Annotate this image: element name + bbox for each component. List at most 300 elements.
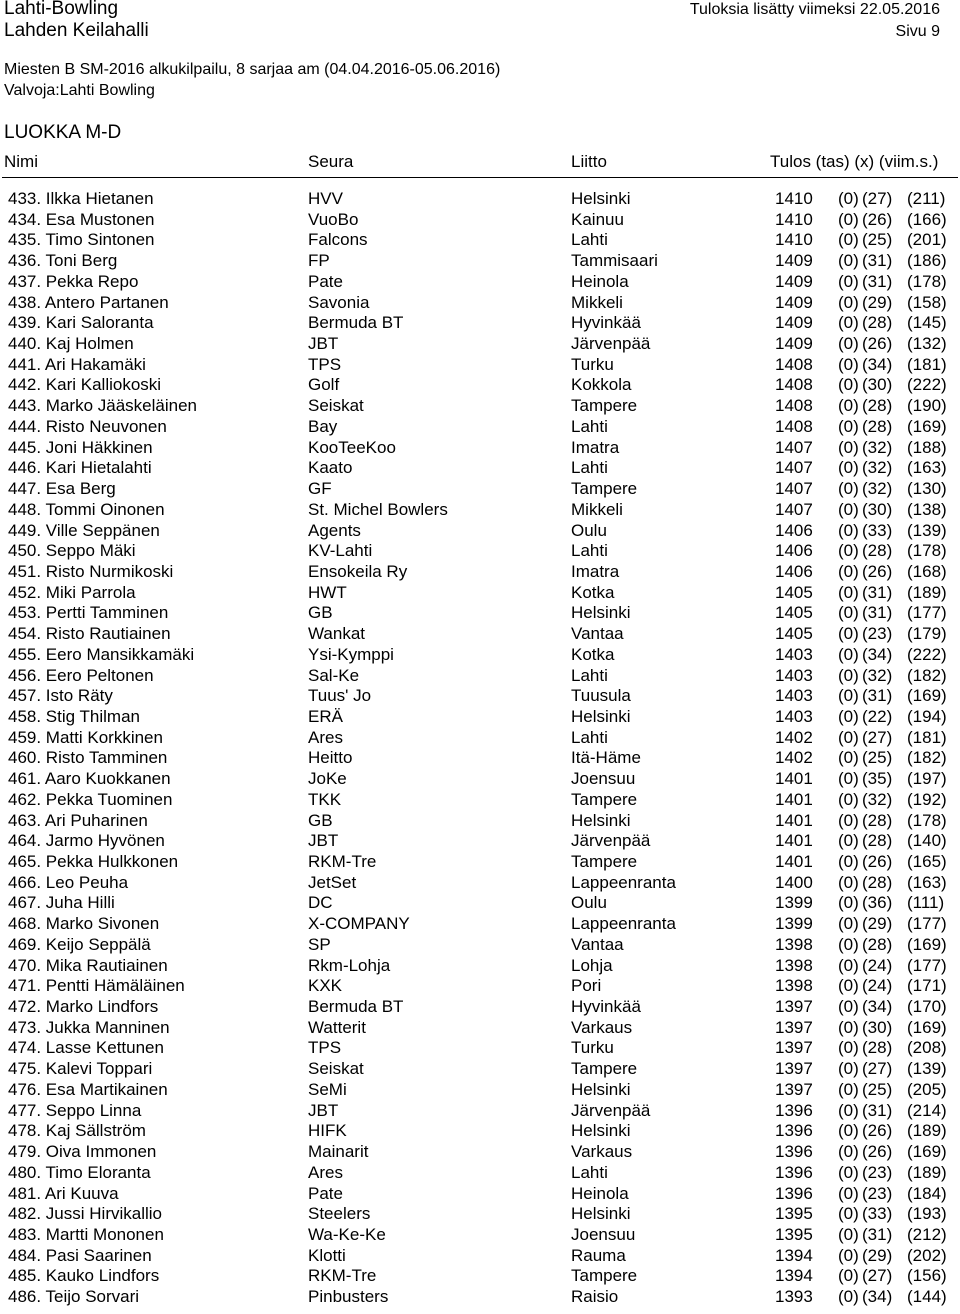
player-last-series: (177) <box>907 603 947 623</box>
player-strikes: (31) <box>862 603 893 623</box>
player-league: Lahti <box>571 1162 608 1182</box>
player-last-series: (156) <box>907 1266 947 1286</box>
player-last-series: (177) <box>907 914 947 934</box>
player-score: 1403 <box>775 665 813 685</box>
player-name: 459. Matti Korkkinen <box>8 727 163 747</box>
player-score: 1410 <box>775 209 813 229</box>
player-league: Oulu <box>571 893 607 913</box>
player-handicap: (0) <box>838 872 859 892</box>
player-score: 1405 <box>775 624 813 644</box>
player-name: 484. Pasi Saarinen <box>8 1245 152 1265</box>
table-row <box>0 1018 960 1039</box>
player-club: HIFK <box>308 1121 347 1141</box>
player-handicap: (0) <box>838 1142 859 1162</box>
player-club: Heitto <box>308 748 353 768</box>
player-name: 453. Pertti Tamminen <box>8 603 169 623</box>
col-result: Tulos (tas) (x) (viim.s.) <box>770 152 939 171</box>
player-league: Kainuu <box>571 209 624 229</box>
player-club: JBT <box>308 1100 339 1120</box>
player-handicap: (0) <box>838 624 859 644</box>
player-strikes: (22) <box>862 706 893 726</box>
player-club: Falcons <box>308 230 368 250</box>
table-row <box>0 396 960 417</box>
player-club: Pate <box>308 271 343 291</box>
player-strikes: (31) <box>862 1224 893 1244</box>
player-strikes: (31) <box>862 251 893 271</box>
player-last-series: (222) <box>907 644 947 664</box>
player-handicap: (0) <box>838 831 859 851</box>
player-last-series: (177) <box>907 955 947 975</box>
player-name: 468. Marko Sivonen <box>8 914 160 934</box>
table-row <box>0 852 960 873</box>
player-handicap: (0) <box>838 375 859 395</box>
player-strikes: (30) <box>862 499 893 519</box>
player-handicap: (0) <box>838 209 859 229</box>
player-strikes: (32) <box>862 458 893 478</box>
player-last-series: (178) <box>907 810 947 830</box>
player-league: Varkaus <box>571 1142 633 1162</box>
player-club: Ares <box>308 727 343 747</box>
player-league: Helsinki <box>571 1121 631 1141</box>
player-club: GB <box>308 603 333 623</box>
player-name: 442. Kari Kalliokoski <box>8 375 162 395</box>
player-name: 448. Tommi Oinonen <box>8 499 165 519</box>
player-strikes: (26) <box>862 209 893 229</box>
player-club: KXK <box>308 976 343 996</box>
player-name: 436. Toni Berg <box>8 251 118 271</box>
player-club: Wa-Ke-Ke <box>308 1224 386 1244</box>
player-club: Watterit <box>308 1017 366 1037</box>
player-name: 457. Isto Räty <box>8 686 113 706</box>
player-league: Varkaus <box>571 1017 633 1037</box>
player-handicap: (0) <box>838 810 859 830</box>
player-handicap: (0) <box>838 541 859 561</box>
player-last-series: (178) <box>907 541 947 561</box>
player-club: Steelers <box>308 1204 371 1224</box>
player-score: 1397 <box>775 1059 813 1079</box>
player-league: Imatra <box>571 437 620 457</box>
player-handicap: (0) <box>838 1162 859 1182</box>
player-league: Rauma <box>571 1245 626 1265</box>
player-club: Wankat <box>308 624 366 644</box>
player-name: 478. Kaj Sällström <box>8 1121 146 1141</box>
player-league: Heinola <box>571 271 629 291</box>
table-row <box>0 583 960 604</box>
player-score: 1409 <box>775 271 813 291</box>
player-last-series: (179) <box>907 624 947 644</box>
player-league: Lahti <box>571 665 608 685</box>
player-league: Joensuu <box>571 769 636 789</box>
player-last-series: (171) <box>907 976 947 996</box>
player-handicap: (0) <box>838 748 859 768</box>
player-club: ERÄ <box>308 706 343 726</box>
player-handicap: (0) <box>838 1266 859 1286</box>
player-name: 444. Risto Neuvonen <box>8 416 167 436</box>
player-handicap: (0) <box>838 644 859 664</box>
player-handicap: (0) <box>838 520 859 540</box>
player-strikes: (28) <box>862 313 893 333</box>
table-row <box>0 334 960 355</box>
player-last-series: (212) <box>907 1224 947 1244</box>
player-strikes: (35) <box>862 769 893 789</box>
table-row <box>0 748 960 769</box>
player-league: Helsinki <box>571 706 631 726</box>
table-row <box>0 1266 960 1287</box>
player-score: 1410 <box>775 189 813 208</box>
player-score: 1395 <box>775 1204 813 1224</box>
player-club: St. Michel Bowlers <box>308 499 448 519</box>
player-handicap: (0) <box>838 1121 859 1141</box>
col-club: Seura <box>308 152 354 171</box>
player-strikes: (28) <box>862 934 893 954</box>
player-name: 458. Stig Thilman <box>8 706 140 726</box>
table-row <box>0 976 960 997</box>
player-handicap: (0) <box>838 292 859 312</box>
player-handicap: (0) <box>838 1100 859 1120</box>
table-row <box>0 417 960 438</box>
player-handicap: (0) <box>838 706 859 726</box>
player-last-series: (222) <box>907 375 947 395</box>
player-club: Seiskat <box>308 396 364 416</box>
player-name: 485. Kauko Lindfors <box>8 1266 160 1286</box>
player-last-series: (170) <box>907 997 947 1017</box>
player-score: 1409 <box>775 292 813 312</box>
player-name: 438. Antero Partanen <box>8 292 169 312</box>
player-strikes: (26) <box>862 1142 893 1162</box>
player-handicap: (0) <box>838 189 859 208</box>
player-last-series: (197) <box>907 769 947 789</box>
player-club: DC <box>308 893 333 913</box>
player-name: 456. Eero Peltonen <box>8 665 154 685</box>
player-league: Pori <box>571 976 602 996</box>
player-last-series: (184) <box>907 1183 947 1203</box>
player-name: 441. Ari Hakamäki <box>8 354 146 374</box>
player-score: 1396 <box>775 1183 813 1203</box>
player-score: 1405 <box>775 582 813 602</box>
player-league: Vantaa <box>571 934 624 954</box>
player-strikes: (31) <box>862 271 893 291</box>
player-score: 1397 <box>775 997 813 1017</box>
player-last-series: (158) <box>907 292 947 312</box>
player-score: 1401 <box>775 789 813 809</box>
player-league: Lohja <box>571 955 613 975</box>
player-handicap: (0) <box>838 1183 859 1203</box>
player-strikes: (24) <box>862 976 893 996</box>
table-row <box>0 500 960 521</box>
player-league: Lappeenranta <box>571 872 676 892</box>
player-strikes: (25) <box>862 748 893 768</box>
player-club: Klotti <box>308 1245 346 1265</box>
player-score: 1401 <box>775 769 813 789</box>
player-club: Pate <box>308 1183 343 1203</box>
player-strikes: (29) <box>862 914 893 934</box>
player-last-series: (189) <box>907 1121 947 1141</box>
player-handicap: (0) <box>838 893 859 913</box>
player-handicap: (0) <box>838 334 859 354</box>
player-handicap: (0) <box>838 1038 859 1058</box>
player-score: 1400 <box>775 872 813 892</box>
player-league: Helsinki <box>571 189 631 208</box>
table-row <box>0 1287 960 1308</box>
player-name: 437. Pekka Repo <box>8 271 139 291</box>
col-league: Liitto <box>571 152 607 171</box>
player-strikes: (23) <box>862 1183 893 1203</box>
player-league: Tuusula <box>571 686 631 706</box>
player-league: Mikkeli <box>571 499 623 519</box>
player-club: Sal-Ke <box>308 665 360 685</box>
player-club: Golf <box>308 375 340 395</box>
player-last-series: (163) <box>907 872 947 892</box>
player-strikes: (23) <box>862 1162 893 1182</box>
player-club: RKM-Tre <box>308 852 377 871</box>
table-row <box>0 893 960 914</box>
player-strikes: (34) <box>862 354 893 374</box>
player-club: Bermuda BT <box>308 313 404 333</box>
player-league: Lahti <box>571 458 608 478</box>
table-row <box>0 375 960 396</box>
player-score: 1398 <box>775 934 813 954</box>
player-handicap: (0) <box>838 251 859 271</box>
player-last-series: (168) <box>907 561 947 581</box>
player-strikes: (28) <box>862 416 893 436</box>
player-strikes: (33) <box>862 520 893 540</box>
player-score: 1407 <box>775 458 813 478</box>
player-name: 461. Aaro Kuokkanen <box>8 769 171 789</box>
player-league: Itä-Häme <box>571 748 641 768</box>
table-row <box>0 935 960 956</box>
player-strikes: (32) <box>862 479 893 499</box>
player-club: VuoBo <box>308 209 359 229</box>
player-league: Raisio <box>571 1287 619 1307</box>
table-row <box>0 914 960 935</box>
player-score: 1408 <box>775 354 813 374</box>
player-club: Ares <box>308 1162 343 1182</box>
table-row <box>0 686 960 707</box>
player-handicap: (0) <box>838 997 859 1017</box>
player-name: 449. Ville Seppänen <box>8 520 160 540</box>
player-club: JBT <box>308 831 339 851</box>
player-last-series: (181) <box>907 354 947 374</box>
player-strikes: (31) <box>862 582 893 602</box>
player-name: 452. Miki Parrola <box>8 582 136 602</box>
player-club: HWT <box>308 582 347 602</box>
player-name: 475. Kalevi Toppari <box>8 1059 153 1079</box>
player-handicap: (0) <box>838 1079 859 1099</box>
player-last-series: (202) <box>907 1245 947 1265</box>
player-strikes: (26) <box>862 852 893 871</box>
player-strikes: (34) <box>862 997 893 1017</box>
table-row <box>0 1101 960 1122</box>
player-score: 1408 <box>775 416 813 436</box>
player-last-series: (211) <box>907 189 946 208</box>
player-last-series: (189) <box>907 1162 947 1182</box>
table-row <box>0 873 960 894</box>
player-league: Kotka <box>571 582 615 602</box>
player-league: Tampere <box>571 1059 638 1079</box>
player-name: 483. Martti Mononen <box>8 1224 164 1244</box>
player-name: 451. Risto Nurmikoski <box>8 561 174 581</box>
player-last-series: (163) <box>907 458 947 478</box>
table-row <box>0 645 960 666</box>
player-score: 1398 <box>775 955 813 975</box>
player-strikes: (26) <box>862 1121 893 1141</box>
player-name: 474. Lasse Kettunen <box>8 1038 164 1058</box>
player-handicap: (0) <box>838 458 859 478</box>
player-score: 1409 <box>775 334 813 354</box>
player-score: 1409 <box>775 251 813 271</box>
player-score: 1407 <box>775 437 813 457</box>
player-score: 1401 <box>775 852 813 871</box>
player-handicap: (0) <box>838 313 859 333</box>
player-handicap: (0) <box>838 686 859 706</box>
player-league: Hyvinkää <box>571 997 641 1017</box>
player-league: Heinola <box>571 1183 629 1203</box>
table-row <box>0 189 960 210</box>
player-league: Järvenpää <box>571 1100 651 1120</box>
table-row <box>0 1246 960 1267</box>
player-last-series: (169) <box>907 934 947 954</box>
player-score: 1406 <box>775 520 813 540</box>
player-last-series: (169) <box>907 1142 947 1162</box>
player-club: Kaato <box>308 458 353 478</box>
table-row <box>0 811 960 832</box>
player-name: 470. Mika Rautiainen <box>8 955 168 975</box>
player-strikes: (30) <box>862 1017 893 1037</box>
player-score: 1401 <box>775 831 813 851</box>
player-strikes: (32) <box>862 665 893 685</box>
player-last-series: (201) <box>907 230 947 250</box>
table-row <box>0 1204 960 1225</box>
player-club: Bermuda BT <box>308 997 404 1017</box>
player-club: Rkm-Lohja <box>308 955 391 975</box>
player-name: 486. Teijo Sorvari <box>8 1287 140 1307</box>
player-name: 440. Kaj Holmen <box>8 334 134 354</box>
player-strikes: (29) <box>862 1245 893 1265</box>
player-club: JoKe <box>308 769 347 789</box>
player-strikes: (28) <box>862 872 893 892</box>
table-row <box>0 1225 960 1246</box>
player-club: RKM-Tre <box>308 1266 377 1286</box>
player-name: 481. Ari Kuuva <box>8 1183 119 1203</box>
player-last-series: (189) <box>907 582 947 602</box>
player-name: 472. Marko Lindfors <box>8 997 159 1017</box>
table-row <box>0 956 960 977</box>
table-row <box>0 562 960 583</box>
player-club: Ensokeila Ry <box>308 561 408 581</box>
header-divider <box>2 177 958 178</box>
player-club: GB <box>308 810 333 830</box>
player-score: 1394 <box>775 1245 813 1265</box>
player-name: 435. Timo Sintonen <box>8 230 155 250</box>
player-club: KooTeeKoo <box>308 437 396 457</box>
player-name: 480. Timo Eloranta <box>8 1162 151 1182</box>
player-club: Seiskat <box>308 1059 364 1079</box>
player-score: 1399 <box>775 914 813 934</box>
player-league: Turku <box>571 354 614 374</box>
player-club: X-COMPANY <box>308 914 410 934</box>
player-name: 482. Jussi Hirvikallio <box>8 1204 162 1224</box>
player-name: 433. Ilkka Hietanen <box>8 189 154 208</box>
player-league: Tampere <box>571 1266 638 1286</box>
player-club: GF <box>308 479 332 499</box>
player-score: 1406 <box>775 541 813 561</box>
table-row <box>0 790 960 811</box>
table-row <box>0 769 960 790</box>
player-last-series: (178) <box>907 271 947 291</box>
player-last-series: (138) <box>907 499 947 519</box>
player-handicap: (0) <box>838 665 859 685</box>
player-score: 1397 <box>775 1079 813 1099</box>
player-club: Ysi-Kymppi <box>308 644 394 664</box>
player-handicap: (0) <box>838 1204 859 1224</box>
player-last-series: (132) <box>907 334 947 354</box>
player-name: 443. Marko Jääskeläinen <box>8 396 198 416</box>
player-strikes: (27) <box>862 1266 893 1286</box>
table-row <box>0 438 960 459</box>
player-handicap: (0) <box>838 955 859 975</box>
player-last-series: (140) <box>907 831 947 851</box>
table-row <box>0 707 960 728</box>
player-strikes: (29) <box>862 292 893 312</box>
player-club: TPS <box>308 354 342 374</box>
player-last-series: (188) <box>907 437 947 457</box>
player-handicap: (0) <box>838 1287 859 1307</box>
player-last-series: (182) <box>907 748 947 768</box>
table-row <box>0 728 960 749</box>
tournament-title: Miesten B SM-2016 alkukilpailu, 8 sarjaa am (04.04.2016-05.06.2016) <box>4 61 501 78</box>
player-club: JBT <box>308 334 339 354</box>
player-name: 450. Seppo Mäki <box>8 541 136 561</box>
table-row <box>0 666 960 687</box>
player-score: 1406 <box>775 561 813 581</box>
player-last-series: (139) <box>907 520 947 540</box>
player-name: 447. Esa Berg <box>8 479 116 499</box>
player-score: 1402 <box>775 748 813 768</box>
player-handicap: (0) <box>838 561 859 581</box>
player-last-series: (181) <box>907 727 947 747</box>
page-number: Sivu 9 <box>895 23 940 40</box>
player-handicap: (0) <box>838 976 859 996</box>
player-last-series: (169) <box>907 416 947 436</box>
table-row <box>0 313 960 334</box>
player-league: Joensuu <box>571 1224 636 1244</box>
player-strikes: (32) <box>862 437 893 457</box>
table-row <box>0 1142 960 1163</box>
table-row <box>0 1059 960 1080</box>
table-row <box>0 603 960 624</box>
player-score: 1397 <box>775 1038 813 1058</box>
player-last-series: (186) <box>907 251 947 271</box>
player-last-series: (192) <box>907 789 947 809</box>
table-row <box>0 293 960 314</box>
player-handicap: (0) <box>838 934 859 954</box>
player-name: 460. Risto Tamminen <box>8 748 168 768</box>
player-name: 445. Joni Häkkinen <box>8 437 153 457</box>
player-strikes: (30) <box>862 375 893 395</box>
player-score: 1405 <box>775 603 813 623</box>
player-strikes: (27) <box>862 1059 893 1079</box>
supervisor: Valvoja:Lahti Bowling <box>4 82 155 99</box>
player-club: KV-Lahti <box>308 541 373 561</box>
player-league: Imatra <box>571 561 620 581</box>
player-league: Lahti <box>571 727 608 747</box>
player-score: 1409 <box>775 313 813 333</box>
player-club: JetSet <box>308 872 357 892</box>
player-league: Mikkeli <box>571 292 623 312</box>
player-handicap: (0) <box>838 914 859 934</box>
player-club: TKK <box>308 789 342 809</box>
player-last-series: (165) <box>907 852 947 871</box>
